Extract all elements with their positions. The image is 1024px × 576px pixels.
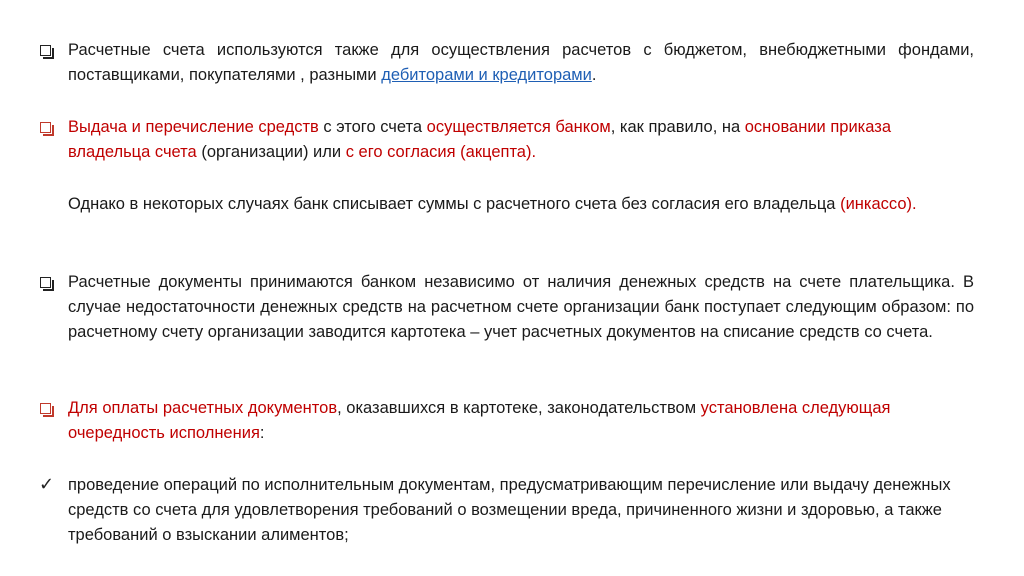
bullet-2-paragraph-2 [38, 192, 974, 217]
checkbox-icon [38, 270, 60, 295]
bullet-2 [38, 115, 974, 165]
bullet-1-text: Расчетные счета используются также для осуществления расчетов с бюджетом, внебюджетными фондами, поставщиками, покупателями , разными дебиторами и кредиторами. [68, 41, 974, 84]
bullet-5 [38, 473, 974, 548]
bullet-4-text: Для оплаты расчетных документов, оказавшихся в картотеке, законодательством установлена следующая очередность исполнения: [68, 399, 891, 442]
bullet-2-text: Выдача и перечисление средств с этого счета осуществляется банком, как правило, на основании приказа владельца счета (организации) или с его согласия (акцепта). [68, 118, 891, 161]
bullet-5-text: проведение операций по исполнительным документам, предусматривающим перечисление или выдачу денежных средств со счета для удовлетворения требований о возмещении вреда, причиненного жизни и здоровью, а также требований о взыскании алиментов; [68, 476, 951, 544]
checkmark-icon: ✓ [39, 474, 55, 494]
bullet-1 [38, 38, 974, 88]
bullet-3-text: Расчетные документы принимаются банком независимо от наличия денежных средств на счете плательщика. В случае недостаточности денежных средств на расчетном счете организации банк поступает следующим образом: по расчетному счету организации заводится картотека – учет расчетных документов на списание средств со счета. [68, 273, 974, 341]
checkbox-icon [38, 38, 60, 63]
bullet-2-text-2: Однако в некоторых случаях банк списывает суммы с расчетного счета без согласия его владельца (инкассо). [68, 195, 917, 213]
debtors-creditors-link[interactable]: дебиторами и кредиторами [381, 66, 592, 84]
bullet-4 [38, 396, 974, 446]
checkbox-icon-red [38, 396, 60, 421]
bullet-3 [38, 270, 974, 345]
checkbox-icon-red [38, 115, 60, 140]
